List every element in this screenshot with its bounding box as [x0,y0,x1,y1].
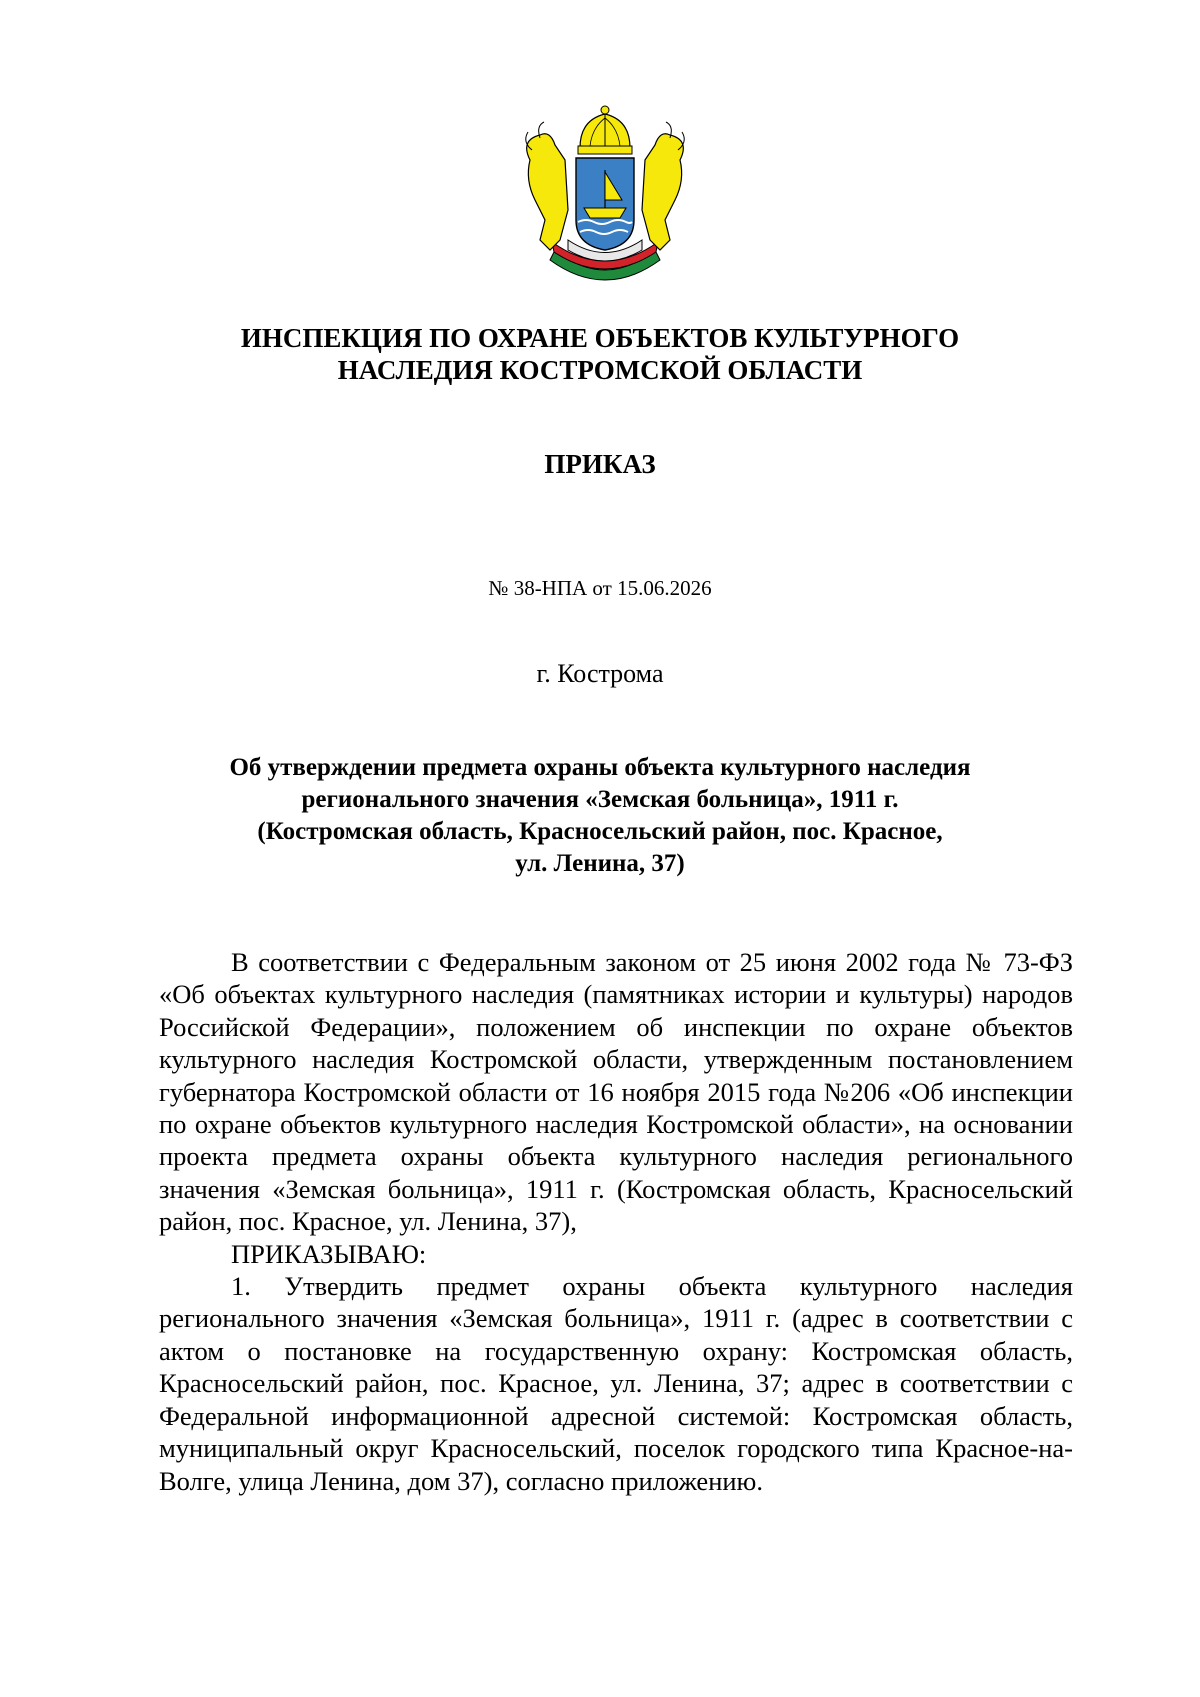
document-subject-line2: регионального значения «Земская больница», 1911 г. [301,786,899,813]
document-type: ПРИКАЗ [544,449,656,479]
organization-title [160,322,1040,386]
organization-title-line1: ИНСПЕКЦИЯ ПО ОХРАНЕ ОБЪЕКТОВ КУЛЬТУРНОГО [240,323,960,353]
order-item-1: 1. Утвердить предмет охраны объекта культурного наследия регионального значения «Земская больница», 1911 г. (адрес в соответствии с актом о постановке на государственную охрану: Костромская область, Красносельский район, пос. Красное, ул. Ленина, 37; адрес в соответствии с Федеральной информационной адресной системой: Костромская область, муниципальный округ Красносельский, поселок городского типа Красное-на-Волге, улица Ленина, дом 37), согласно приложению. [159,1271,1073,1496]
document-subject [150,752,1050,880]
document-city: г. Кострома [536,659,664,688]
document-number-date: № 38-НПА от 15.06.2026 [488,576,712,600]
document-subject-line3: (Костромская область, Красносельский район, пос. Красное, [257,818,943,845]
order-word: ПРИКАЗЫВАЮ: [231,1238,427,1269]
coat-of-arms-emblem [510,100,700,290]
organization-title-line2: НАСЛЕДИЯ КОСТРОМСКОЙ ОБЛАСТИ [337,355,863,385]
preamble-paragraph: В соответствии с Федеральным законом от 25 июня 2002 года № 73-ФЗ «Об объектах культурного наследия (памятниках истории и культуры) народов Российской Федерации», положением об инспекции по охране объектов культурного наследия Костромской области, утвержденным постановлением губернатора Костромской области от 16 ноября 2015 года №206 «Об инспекции по охране объектов культурного наследия Костромской области», на основании проекта предмета охраны объекта культурного наследия регионального значения «Земская больница», 1911 г. (Костромская область, Красносельский район, пос. Красное, ул. Ленина, 37), [159,947,1073,1237]
document-body [159,946,1073,1497]
document-subject-line1: Об утверждении предмета охраны объекта культурного наследия [229,754,971,781]
document-subject-line4: ул. Ленина, 37) [515,850,685,877]
